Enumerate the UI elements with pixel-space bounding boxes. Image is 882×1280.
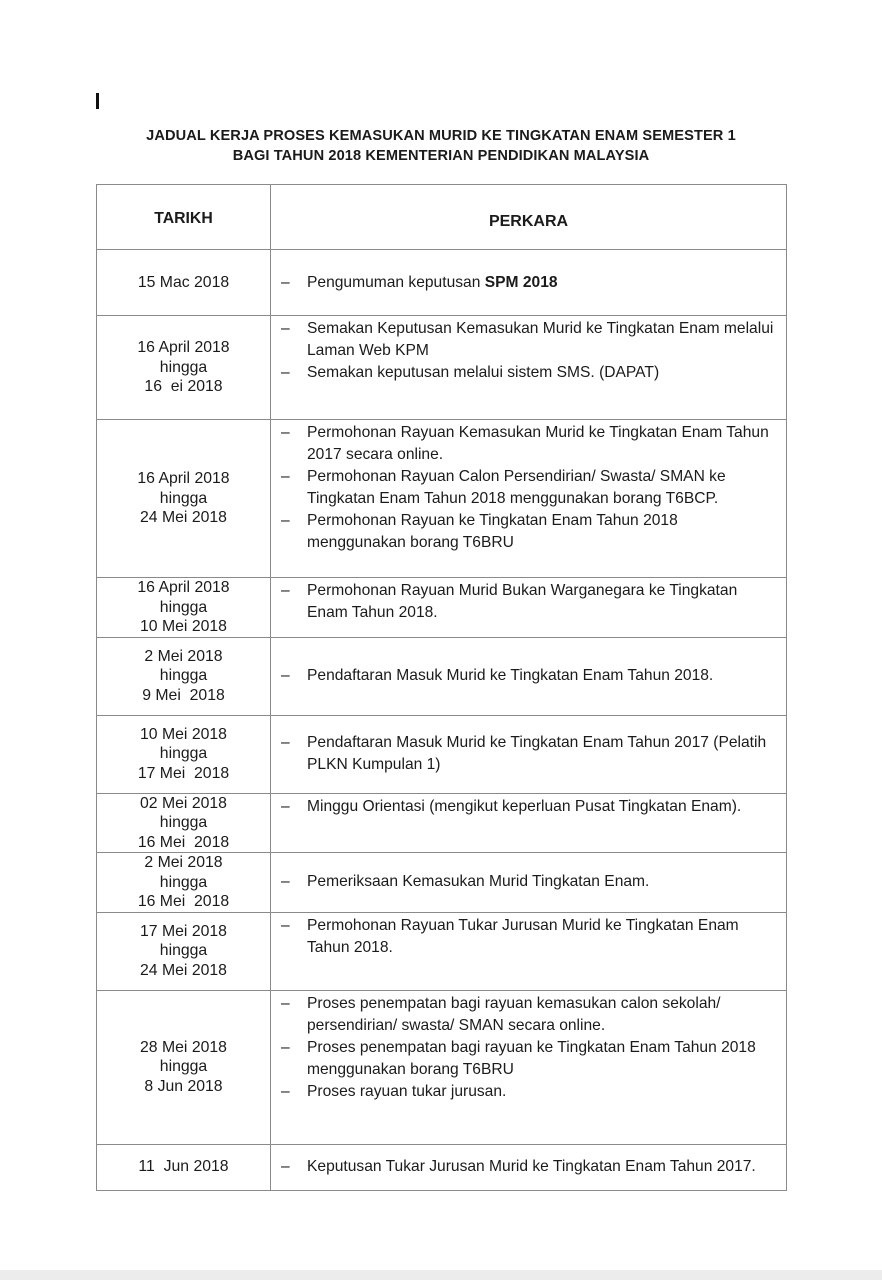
table-row xyxy=(97,1144,787,1190)
date-line: 10 Mei 2018 xyxy=(140,618,227,635)
table-body xyxy=(97,250,787,1191)
perkara-item xyxy=(307,1037,780,1081)
perkara-item xyxy=(307,796,780,818)
date-line: 24 Mei 2018 xyxy=(140,961,227,979)
perkara-text: Permohonan Rayuan Calon Persendirian/ Swasta/ SMAN ke Tingkatan Enam Tahun 2018 menggunakan borang T6BCP. xyxy=(307,468,726,507)
perkara-list xyxy=(271,422,786,554)
perkara-list xyxy=(271,580,786,624)
perkara-item xyxy=(307,871,780,893)
perkara-text: Pemeriksaan Kemasukan Murid Tingkatan Enam. xyxy=(307,873,650,891)
date-line: hingga xyxy=(159,489,208,507)
perkara-text: Proses penempatan bagi rayuan ke Tingkatan Enam Tahun 2018 menggunakan borang T6BRU xyxy=(307,1038,756,1078)
header-perkara: PERKARA xyxy=(271,185,787,250)
date-cell xyxy=(97,316,271,420)
date-cell xyxy=(97,637,271,715)
date-cell xyxy=(97,853,271,913)
date-line: 8 Jun 2018 xyxy=(144,1077,223,1095)
date-line: 15 Mac 2018 xyxy=(137,273,230,291)
perkara-text: Pengumuman keputusan xyxy=(307,273,485,291)
perkara-text: Semakan Keputusan Kemasukan Murid ke Tingkatan Enam melalui Laman Web KPM xyxy=(307,320,774,359)
table-row xyxy=(97,793,787,853)
date-line: hingga xyxy=(159,1058,208,1076)
perkara-list xyxy=(271,318,786,384)
perkara-item xyxy=(307,510,780,554)
perkara-cell xyxy=(271,316,787,420)
table-row xyxy=(97,637,787,715)
date-line: 16 April 2018 xyxy=(137,339,230,357)
perkara-text: Keputusan Tukar Jurusan Murid ke Tingkatan Enam Tahun 2017. xyxy=(307,1158,756,1175)
perkara-list xyxy=(271,871,786,893)
perkara-text: Minggu Orientasi (mengikut keperluan Pusat Tingkatan Enam). xyxy=(307,797,742,815)
date-cell xyxy=(97,912,271,990)
date-cell xyxy=(97,420,271,578)
perkara-item xyxy=(307,665,780,687)
perkara-item xyxy=(307,318,780,362)
perkara-text: Proses rayuan tukar jurusan. xyxy=(307,1082,507,1100)
schedule-table xyxy=(96,184,787,1191)
perkara-text: Permohonan Rayuan ke Tingkatan Enam Tahun 2018 menggunakan borang T6BRU xyxy=(307,512,678,551)
table-row xyxy=(97,250,787,316)
perkara-item xyxy=(307,1156,780,1178)
perkara-item xyxy=(307,272,780,294)
perkara-text: Pendaftaran Masuk Murid ke Tingkatan Enam Tahun 2017 (Pelatih PLKN Kumpulan 1) xyxy=(307,734,767,773)
perkara-cell xyxy=(271,990,787,1144)
date-line: hingga xyxy=(159,358,208,376)
date-line: 17 Mei 2018 xyxy=(140,922,227,940)
perkara-text: Permohonan Rayuan Murid Bukan Warganegara ke Tingkatan Enam Tahun 2018. xyxy=(307,582,738,621)
perkara-list xyxy=(271,993,786,1103)
date-line: 24 Mei 2018 xyxy=(140,509,227,527)
perkara-list xyxy=(271,665,786,687)
header-tarikh: TARIKH xyxy=(97,185,271,250)
perkara-cell xyxy=(271,637,787,715)
date-line: hingga xyxy=(159,598,208,616)
perkara-item xyxy=(307,362,780,384)
perkara-bold-text: SPM 2018 xyxy=(484,273,558,291)
date-line: 9 Mei 2018 xyxy=(142,686,225,704)
date-cell xyxy=(97,793,271,853)
date-line: hingga xyxy=(159,745,208,763)
perkara-list xyxy=(271,1156,786,1178)
date-line: 16 April 2018 xyxy=(137,470,230,488)
date-line: 28 Mei 2018 xyxy=(140,1038,227,1056)
text-cursor-mark xyxy=(96,93,99,109)
date-line: 11 Jun 2018 xyxy=(138,1158,229,1176)
perkara-list xyxy=(271,272,786,294)
title-line-1: JADUAL KERJA PROSES KEMASUKAN MURID KE TINGKATAN ENAM SEMESTER 1 xyxy=(146,128,736,144)
document-title xyxy=(96,126,786,166)
table-row xyxy=(97,715,787,793)
date-line: 16 ei 2018 xyxy=(144,378,223,396)
perkara-list xyxy=(271,732,786,776)
perkara-item xyxy=(307,915,780,959)
perkara-cell xyxy=(271,793,787,853)
date-cell xyxy=(97,578,271,638)
perkara-text: Semakan keputusan melalui sistem SMS. (DAPAT) xyxy=(307,364,660,381)
title-line-2: BAGI TAHUN 2018 KEMENTERIAN PENDIDIKAN MALAYSIA xyxy=(232,148,650,164)
perkara-item xyxy=(307,580,780,624)
table-row xyxy=(97,990,787,1144)
perkara-item xyxy=(307,732,780,776)
date-line: 16 Mei 2018 xyxy=(137,833,230,851)
table-row xyxy=(97,912,787,990)
date-cell xyxy=(97,1144,271,1190)
table-header-row xyxy=(97,185,787,250)
perkara-item xyxy=(307,1081,780,1103)
perkara-text: Permohonan Rayuan Kemasukan Murid ke Tingkatan Enam Tahun 2017 secara online. xyxy=(307,424,769,463)
date-cell xyxy=(97,250,271,316)
perkara-cell xyxy=(271,420,787,578)
perkara-cell xyxy=(271,250,787,316)
date-line: 10 Mei 2018 xyxy=(140,725,227,743)
date-line: 2 Mei 2018 xyxy=(144,647,223,665)
perkara-item xyxy=(307,466,780,510)
table-row xyxy=(97,853,787,913)
date-line: 17 Mei 2018 xyxy=(137,764,230,782)
perkara-item xyxy=(307,422,780,466)
perkara-text: Proses penempatan bagi rayuan kemasukan calon sekolah/ persendirian/ swasta/ SMAN secara online. xyxy=(307,994,721,1034)
page-bottom-edge xyxy=(0,1270,882,1280)
perkara-cell xyxy=(271,578,787,638)
date-line: hingga xyxy=(159,667,208,685)
table-row xyxy=(97,578,787,638)
perkara-cell xyxy=(271,853,787,913)
date-line: 02 Mei 2018 xyxy=(140,794,227,812)
date-line: 2 Mei 2018 xyxy=(144,854,223,871)
table-row xyxy=(97,420,787,578)
perkara-cell xyxy=(271,912,787,990)
perkara-list xyxy=(271,915,786,959)
date-line: 16 April 2018 xyxy=(137,579,230,596)
perkara-text: Permohonan Rayuan Tukar Jurusan Murid ke Tingkatan Enam Tahun 2018. xyxy=(307,916,739,956)
perkara-item xyxy=(307,993,780,1037)
date-line: hingga xyxy=(159,942,208,960)
date-cell xyxy=(97,715,271,793)
perkara-list xyxy=(271,796,786,818)
date-line: 16 Mei 2018 xyxy=(137,893,230,910)
perkara-cell xyxy=(271,715,787,793)
date-line: hingga xyxy=(159,873,208,891)
perkara-cell xyxy=(271,1144,787,1190)
date-line: hingga xyxy=(159,814,208,831)
date-cell xyxy=(97,990,271,1144)
perkara-text: Pendaftaran Masuk Murid ke Tingkatan Enam Tahun 2018. xyxy=(307,667,714,684)
table-row xyxy=(97,316,787,420)
